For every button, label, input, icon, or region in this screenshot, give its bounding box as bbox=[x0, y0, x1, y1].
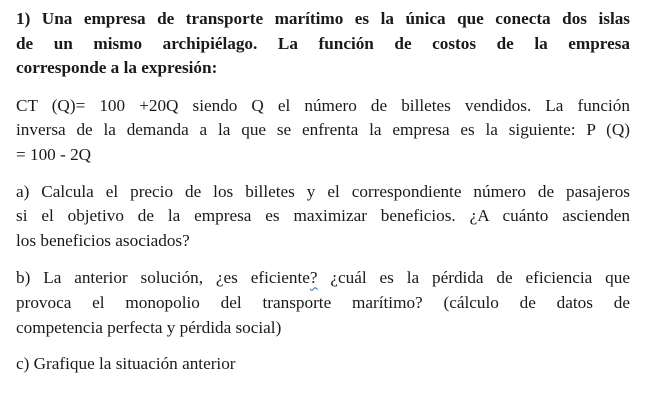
exercise-text bbox=[16, 7, 630, 377]
part-a-line-2: si el objetivo de la empresa es maximizar beneficios. ¿A cuánto ascienden bbox=[16, 206, 630, 226]
part-a-line-3: los beneficios asociados? bbox=[16, 230, 190, 250]
heading-line-3: corresponde a la expresión: bbox=[16, 58, 218, 78]
question-heading bbox=[16, 7, 630, 81]
statement-line-3: = 100 - 2Q bbox=[16, 144, 92, 164]
heading-line-1: 1) Una empresa de transporte marítimo es la única que conecta dos islas bbox=[16, 9, 630, 28]
cost-and-demand-statement bbox=[16, 94, 630, 168]
part-b-line-3: competencia perfecta y pérdida social) bbox=[16, 317, 282, 337]
heading-line-2: de un mismo archipiélago. La función de costos de la empresa bbox=[16, 33, 630, 53]
part-b-line-2: provoca el monopolio del transporte marítimo? (cálculo de datos de bbox=[16, 292, 630, 312]
statement-line-2: inversa de la demanda a la que se enfrenta la empresa es la siguiente: P (Q) bbox=[16, 120, 630, 140]
part-b-line-1 bbox=[16, 266, 630, 291]
part-c-question bbox=[16, 352, 630, 377]
part-a-question bbox=[16, 180, 630, 254]
statement-line-1: CT (Q)= 100 +20Q siendo Q el número de billetes vendidos. La función bbox=[16, 95, 630, 115]
part-a-line-1: a) Calcula el precio de los billetes y el correspondiente número de pasajeros bbox=[16, 181, 630, 201]
spellcheck-marked-text: ? bbox=[309, 268, 318, 288]
part-b-line-1-end: ¿cuál es la pérdida de eficiencia que bbox=[317, 268, 631, 288]
part-b-line-1-start: b) La anterior solución, ¿es eficiente bbox=[16, 268, 310, 288]
part-b-question bbox=[16, 266, 630, 340]
part-c-line-1: c) Grafique la situación anterior bbox=[16, 354, 236, 374]
